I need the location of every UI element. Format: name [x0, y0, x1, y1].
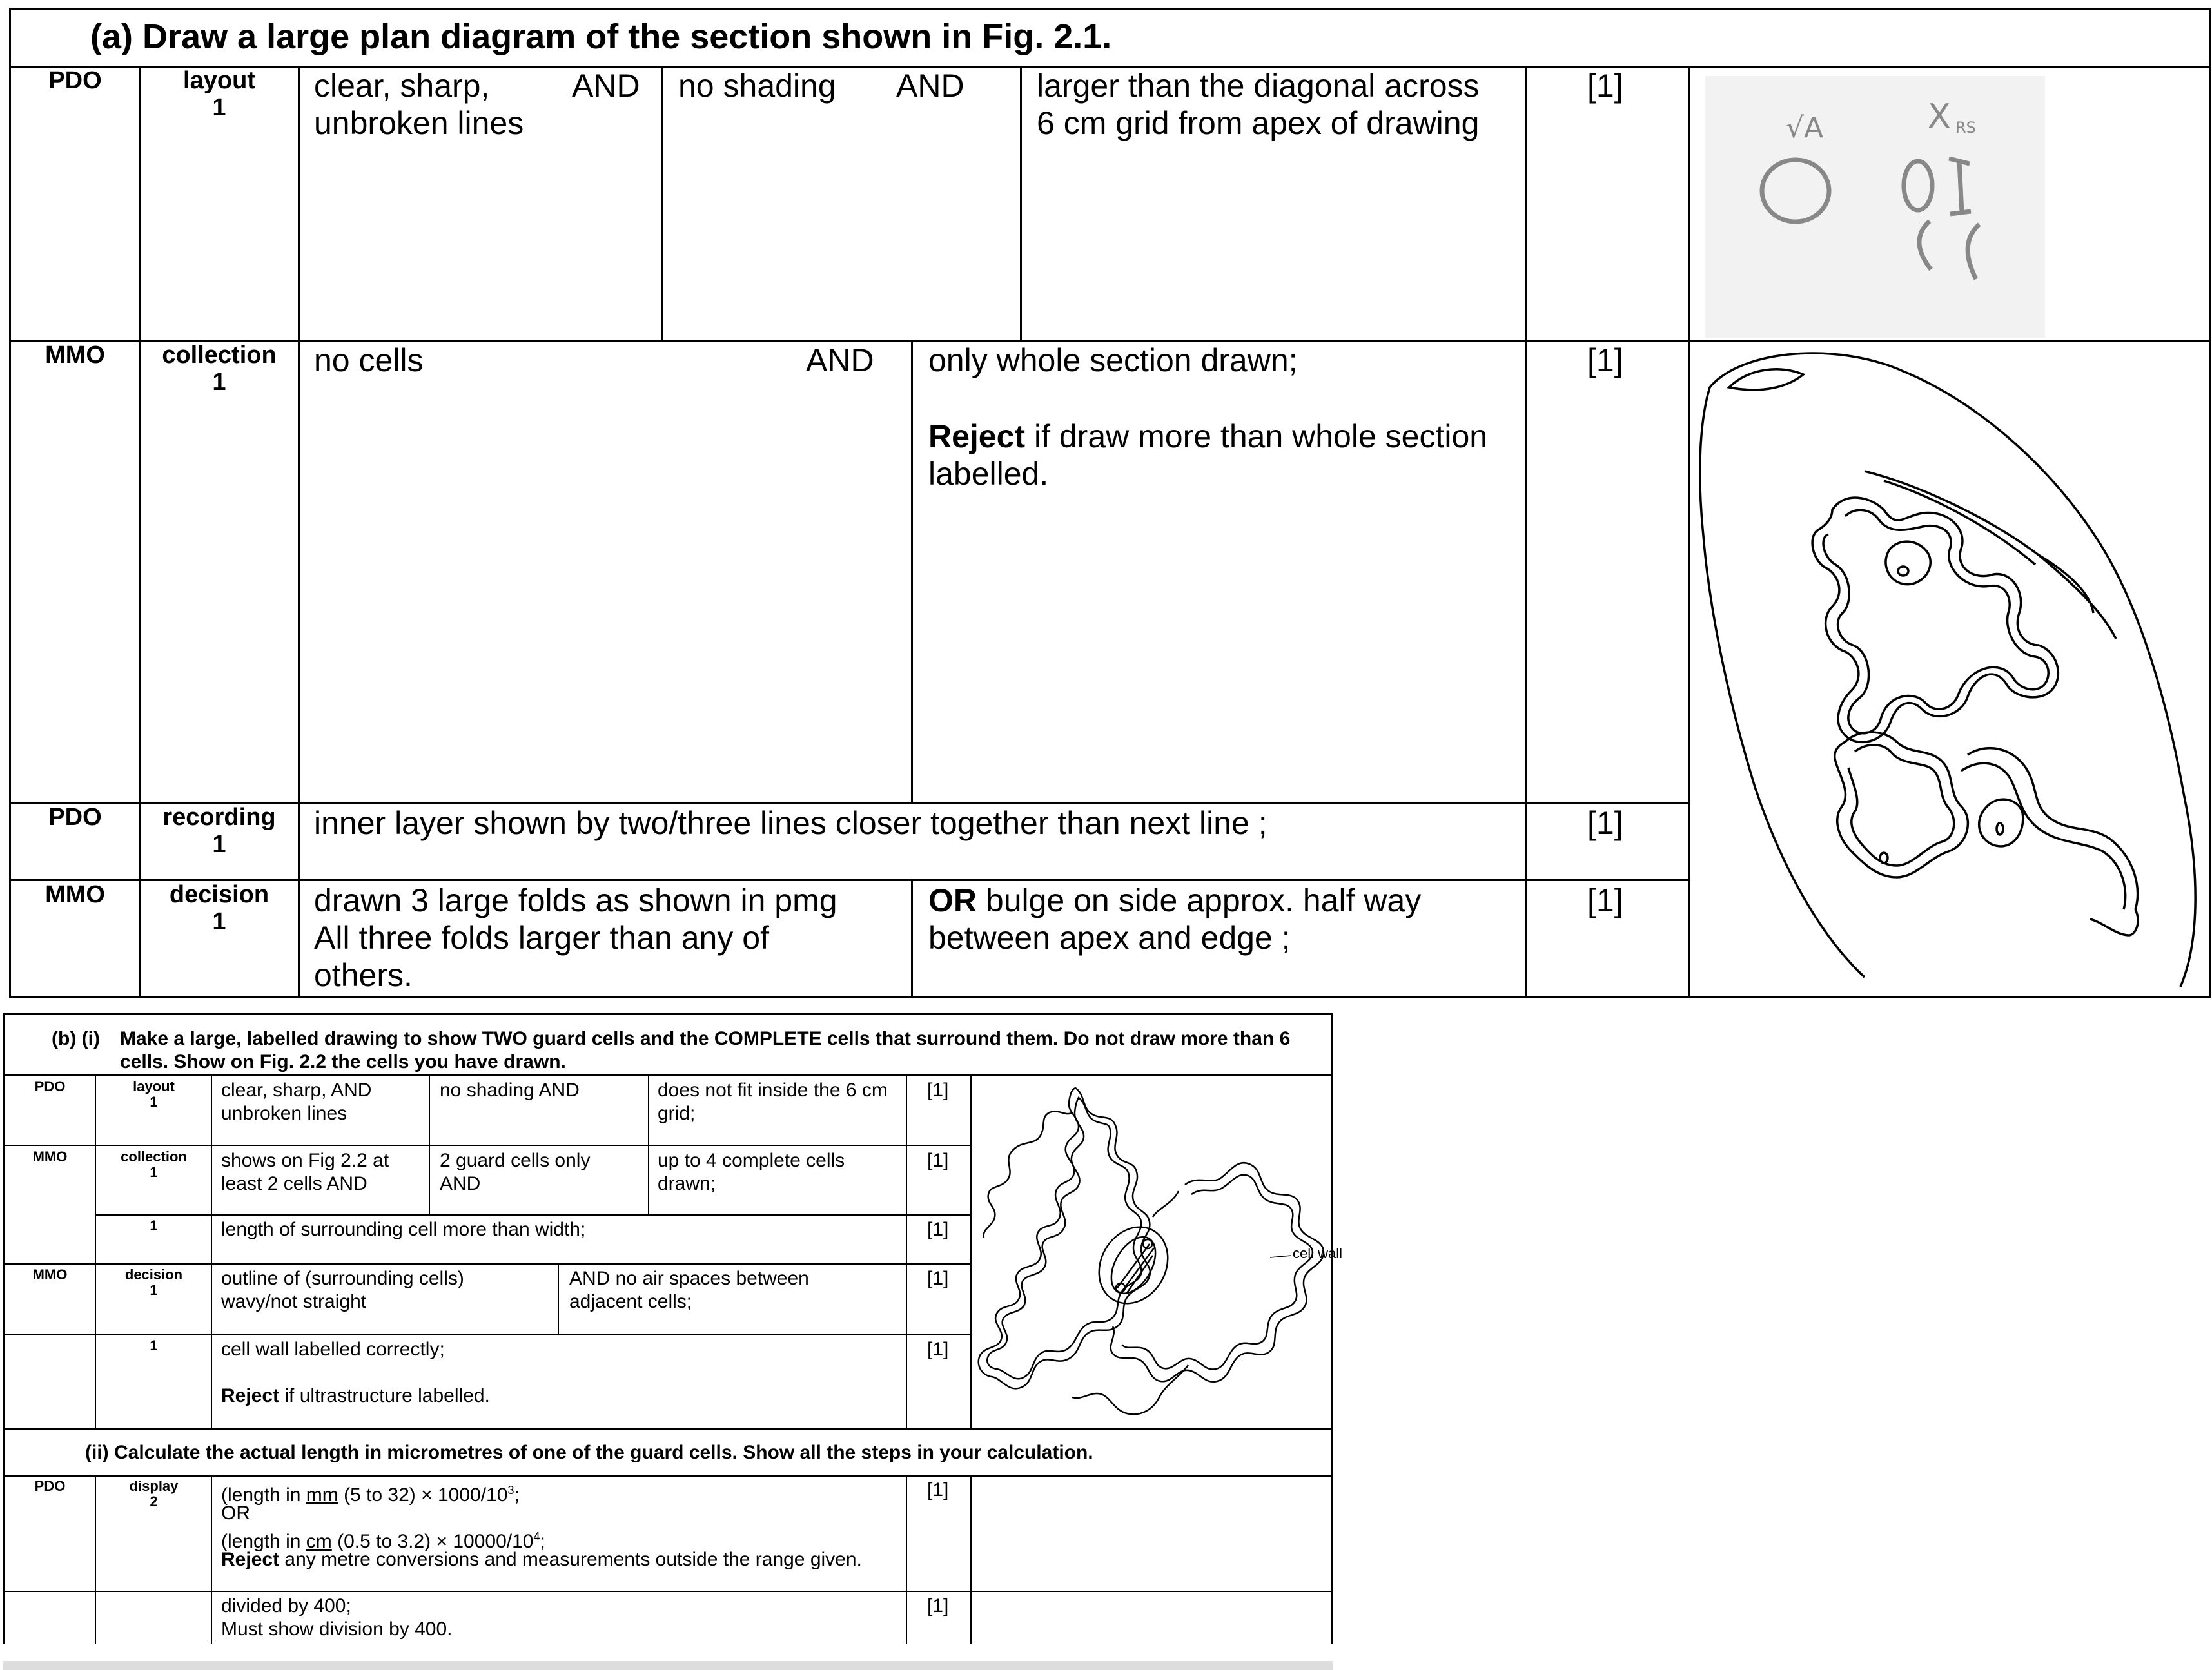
criterion-inner-layer: inner layer shown by two/three lines closer together than next line ;: [314, 805, 1267, 841]
row-mark-no: 1: [150, 1337, 158, 1354]
criterion-no-shading: no shading: [678, 68, 836, 104]
mark-value: [1]: [927, 1080, 949, 1101]
reject-note: Reject any metre conversions and measurements outside the range given.: [221, 1549, 862, 1570]
criterion-wavy-outline: outline of (surrounding cells) wavy/not straight: [221, 1268, 464, 1312]
mark-value: [1]: [1587, 342, 1623, 378]
row-skill: layout 1: [133, 1078, 175, 1110]
criterion-diagonal: larger than the diagonal across 6 cm grid from apex of drawing: [1037, 68, 1480, 141]
row-code: PDO: [48, 67, 102, 94]
part-b-i-prefix: (b) (i): [52, 1028, 100, 1049]
criterion-no-air-spaces: AND no air spaces between adjacent cells;: [569, 1268, 809, 1312]
reject-note: Reject if draw more than whole section labelled.: [928, 418, 1488, 492]
cell-wall-label: cell wall: [1293, 1245, 1343, 1261]
criterion-bulge: OR bulge on side approx. half way between apex and edge ;: [928, 882, 1422, 956]
and-connector: AND: [896, 68, 964, 104]
row-skill: display 2: [129, 1478, 179, 1510]
mark-value: [1]: [927, 1339, 949, 1360]
part-b-ii-heading: (ii) Calculate the actual length in micrometres of one of the guard cells. Show all the steps in your calculation.: [85, 1442, 1093, 1463]
row-skill: layout 1: [183, 67, 255, 121]
criterion-clear-lines: clear, sharp, unbroken lines: [314, 68, 524, 141]
row-skill: collection 1: [121, 1149, 187, 1180]
part-b-i-heading: Make a large, labelled drawing to show TWO guard cells and the COMPLETE cells that surround them. Do not draw more than 6 cells. Show on Fig. 2.2 the cells you have drawn.: [120, 1028, 1291, 1073]
mark-value: [1]: [927, 1479, 949, 1500]
part-a-heading: (a) Draw a large plan diagram of the section shown in Fig. 2.1.: [90, 17, 1112, 56]
and-connector: AND: [572, 68, 640, 104]
plan-diagram-drawing: [1690, 342, 2209, 996]
criterion-guard-cells: 2 guard cells only AND: [440, 1150, 591, 1194]
row-code: MMO: [32, 1149, 68, 1165]
cross-mark: X: [1928, 97, 1951, 136]
mark-value: [1]: [927, 1268, 949, 1289]
row-mark-no: 1: [150, 1218, 158, 1234]
row-skill: collection 1: [162, 342, 277, 396]
mark-value: [1]: [1587, 805, 1623, 841]
row-code: MMO: [32, 1267, 68, 1283]
example-circle: [1762, 160, 1829, 222]
row-code: MMO: [45, 881, 105, 908]
criterion-three-folds: drawn 3 large folds as shown in pmg All three folds larger than any of others.: [314, 882, 837, 993]
row-code: PDO: [34, 1078, 66, 1094]
criterion-complete-cells: up to 4 complete cells drawn;: [658, 1150, 845, 1194]
row-skill: decision 1: [169, 881, 269, 935]
criterion-divide-400: divided by 400; Must show division by 400.: [221, 1595, 453, 1640]
tick-a-mark: √A: [1786, 112, 1824, 144]
mark-value: [1]: [927, 1595, 949, 1617]
criterion-grid: does not fit inside the 6 cm grid;: [658, 1080, 888, 1124]
criterion-whole-section: only whole section drawn;: [928, 342, 1298, 378]
example-drawing-lines: [1705, 76, 2045, 338]
mark-value: [1]: [927, 1219, 949, 1240]
mark-value: [1]: [1587, 882, 1623, 918]
row-code: MMO: [45, 342, 105, 369]
rs-mark: RS: [1955, 119, 1976, 137]
guard-cell-drawing: [972, 1075, 1343, 1427]
calc-mm-line: (length in mm (5 to $32) \times 1000/10^3$;: [221, 1484, 520, 1506]
mark-value: [1]: [927, 1150, 949, 1171]
criterion-fig-cells: shows on Fig 2.2 at least 2 cells AND: [221, 1150, 389, 1194]
example-sketch: [1705, 76, 2045, 338]
reject-note: Reject if ultrastructure labelled.: [221, 1385, 490, 1406]
criterion-clear-lines: clear, sharp, AND unbroken lines: [221, 1080, 372, 1124]
or-text: OR: [221, 1502, 250, 1524]
calc-cm-line: (length in cm (0.5 to $3.2) \times 10000/10^4$;: [221, 1530, 545, 1552]
and-connector: AND: [806, 342, 874, 378]
row-code: PDO: [48, 804, 102, 831]
criterion-no-shading: no shading AND: [440, 1080, 580, 1101]
row-skill: recording 1: [162, 804, 276, 858]
criterion-length: length of surrounding cell more than width;: [221, 1219, 586, 1240]
criterion-cell-wall-label: cell wall labelled correctly;: [221, 1339, 445, 1360]
row-code: PDO: [34, 1478, 66, 1494]
row-skill: decision 1: [124, 1267, 183, 1298]
mark-value: [1]: [1587, 68, 1623, 104]
criterion-no-cells: no cells: [314, 342, 424, 378]
